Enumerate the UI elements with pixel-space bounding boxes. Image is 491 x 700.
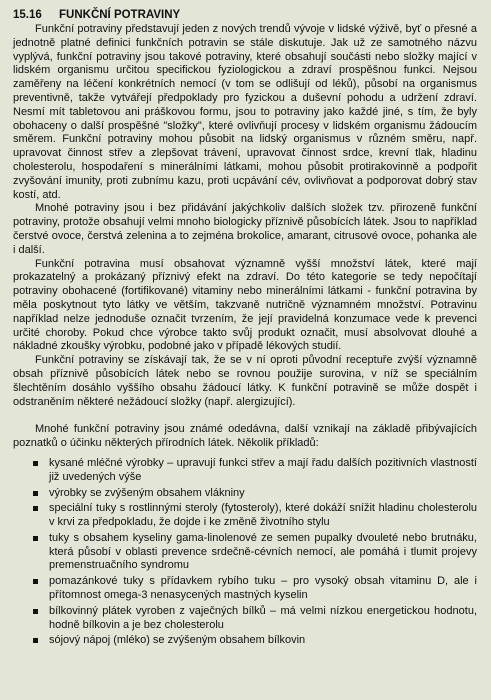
- bullet-icon: [33, 536, 38, 541]
- list-item: tuky s obsahem kyseliny gama-linolenové ze semen pupalky dvouleté nebo brutnáku, která působí v oblasti prevence srdečně-cévních nemocí, ale pomáhá i tlumit projevy premenstruačního syndromu: [13, 532, 477, 573]
- paragraph-examples-intro: Mnohé funkční potraviny jsou známé odedávna, další vznikají na základě přibývajících poznatků o účinku některých přírodních látek. Několik příkladů:: [13, 423, 477, 450]
- section-heading: [13, 8, 477, 22]
- bullet-icon: [33, 506, 38, 511]
- bullet-icon: [33, 579, 38, 584]
- bullet-icon: [33, 461, 38, 466]
- section-number: 15.16: [13, 9, 42, 21]
- paragraph-natural-foods: Mnohé potraviny jsou i bez přidávání jakýchkoliv dalších složek tzv. přirozeně funkční potraviny, protože obsahují velmi mnoho biologicky příznivě působících látek. Jsou to například čerstvé ovoce, čerstvá zelenina a to zejména brokolice, amarant, citrusové ovoce, pohanka ale i další.: [13, 202, 477, 256]
- list-item: kysané mléčné výrobky – upravují funkci střev a mají řadu dalších pozitivních vlastností již uvedených výše: [13, 457, 477, 485]
- bullet-icon: [33, 491, 38, 496]
- list-item: pomazánkové tuky s přídavkem rybího tuku – pro vysoký obsah vitaminu D, ale i přítomnost omega-3 nenasycených mastných kyselin: [13, 575, 477, 603]
- spacer: [13, 409, 477, 423]
- list-item: sójový nápoj (mléko) se zvýšeným obsahem bílkovin: [13, 634, 477, 648]
- examples-list: [13, 457, 477, 648]
- paragraph-requirements: Funkční potravina musí obsahovat významně vyšší množství látek, které mají prokazatelný a prokázaný příznivý efekt na zdraví. Do této kategorie se tedy nepočítají potraviny obohacené (fortifikované) vitaminy nebo minerálními látkami - funkční potravina by měla poskytnout tyto látky ve větším, takzvaně nutričně významném množství. Potravinu například nelze jednoduše označit tvrzením, že její pravidelná konzumace vede k prevenci určité choroby. Pokud chce výrobce takto svůj produkt označit, musí absolvovat dlouhé a nákladné zkoušky výrobku, podobné jako v případě lékových studií.: [13, 257, 477, 353]
- section-title: FUNKČNÍ POTRAVINY: [59, 9, 181, 21]
- list-item: výrobky se zvýšeným obsahem vlákniny: [13, 487, 477, 501]
- list-item: speciální tuky s rostlinnými steroly (fytosteroly), které dokáží snížit hladinu cholesterolu v krvi za předpokladu, že dojde i ke změně životního stylu: [13, 502, 477, 530]
- paragraph-production: Funkční potraviny se získávají tak, že se v ní oproti původní receptuře zvýší významně obsah příznivě působících látek nebo se rovnou použije surovina, v níž se speciálním šlechtěním dosáhlo vyššího obsahu žádoucí látky. K funkční potravině se může dospět i odstraněním některé nežádoucí složky (např. alergizující).: [13, 354, 477, 408]
- paragraph-definition: Funkční potraviny představují jeden z nových trendů vývoje v lidské výživě, byť o přesné a jednotně platné definici funkčních potravin se stále diskutuje. Jak už ze samotného názvu vyplývá, funkční potraviny jsou takové potraviny, které obsahují součásti nebo složky mající v lidském organismu určitou specifickou fyziologickou a zdraví prospěšnou funkci. Nejsou zaměřeny na léčení konkrétních nemocí (v tom se odlišují od léků), působí na organismus preventivně, takže vytvářejí předpoklady pro fyzickou a duševní pohodu a udržení zdraví. Nesmí mít tabletovou ani práškovou formu, jsou to potraviny jako každé jiné, s tím, že byly obohaceny o další prospěšné "složky", které ovlivňují procesy v lidském organismu žádoucím směrem. Funkční potraviny mohou působit na lidský organismus v různém směru, např. upravovat činnost střev a zlepšovat trávení, upravovat činnost srdce, krevní tlak, hladinu cholesterolu, hospodaření s minerálními látkami, mohou působit protirakovinně a podpořit zvyšování imunity, proti zubnímu kazu, proti ucpávání cév, ovlivňovat a podporovat dobrý stav kostí, atd.: [13, 23, 477, 201]
- bullet-icon: [33, 609, 38, 614]
- list-item: bílkovinný plátek vyroben z vaječných bílků – má velmi nízkou energetickou hodnotu, hodně bílkovin a je bez cholesterolu: [13, 605, 477, 633]
- bullet-icon: [33, 638, 38, 643]
